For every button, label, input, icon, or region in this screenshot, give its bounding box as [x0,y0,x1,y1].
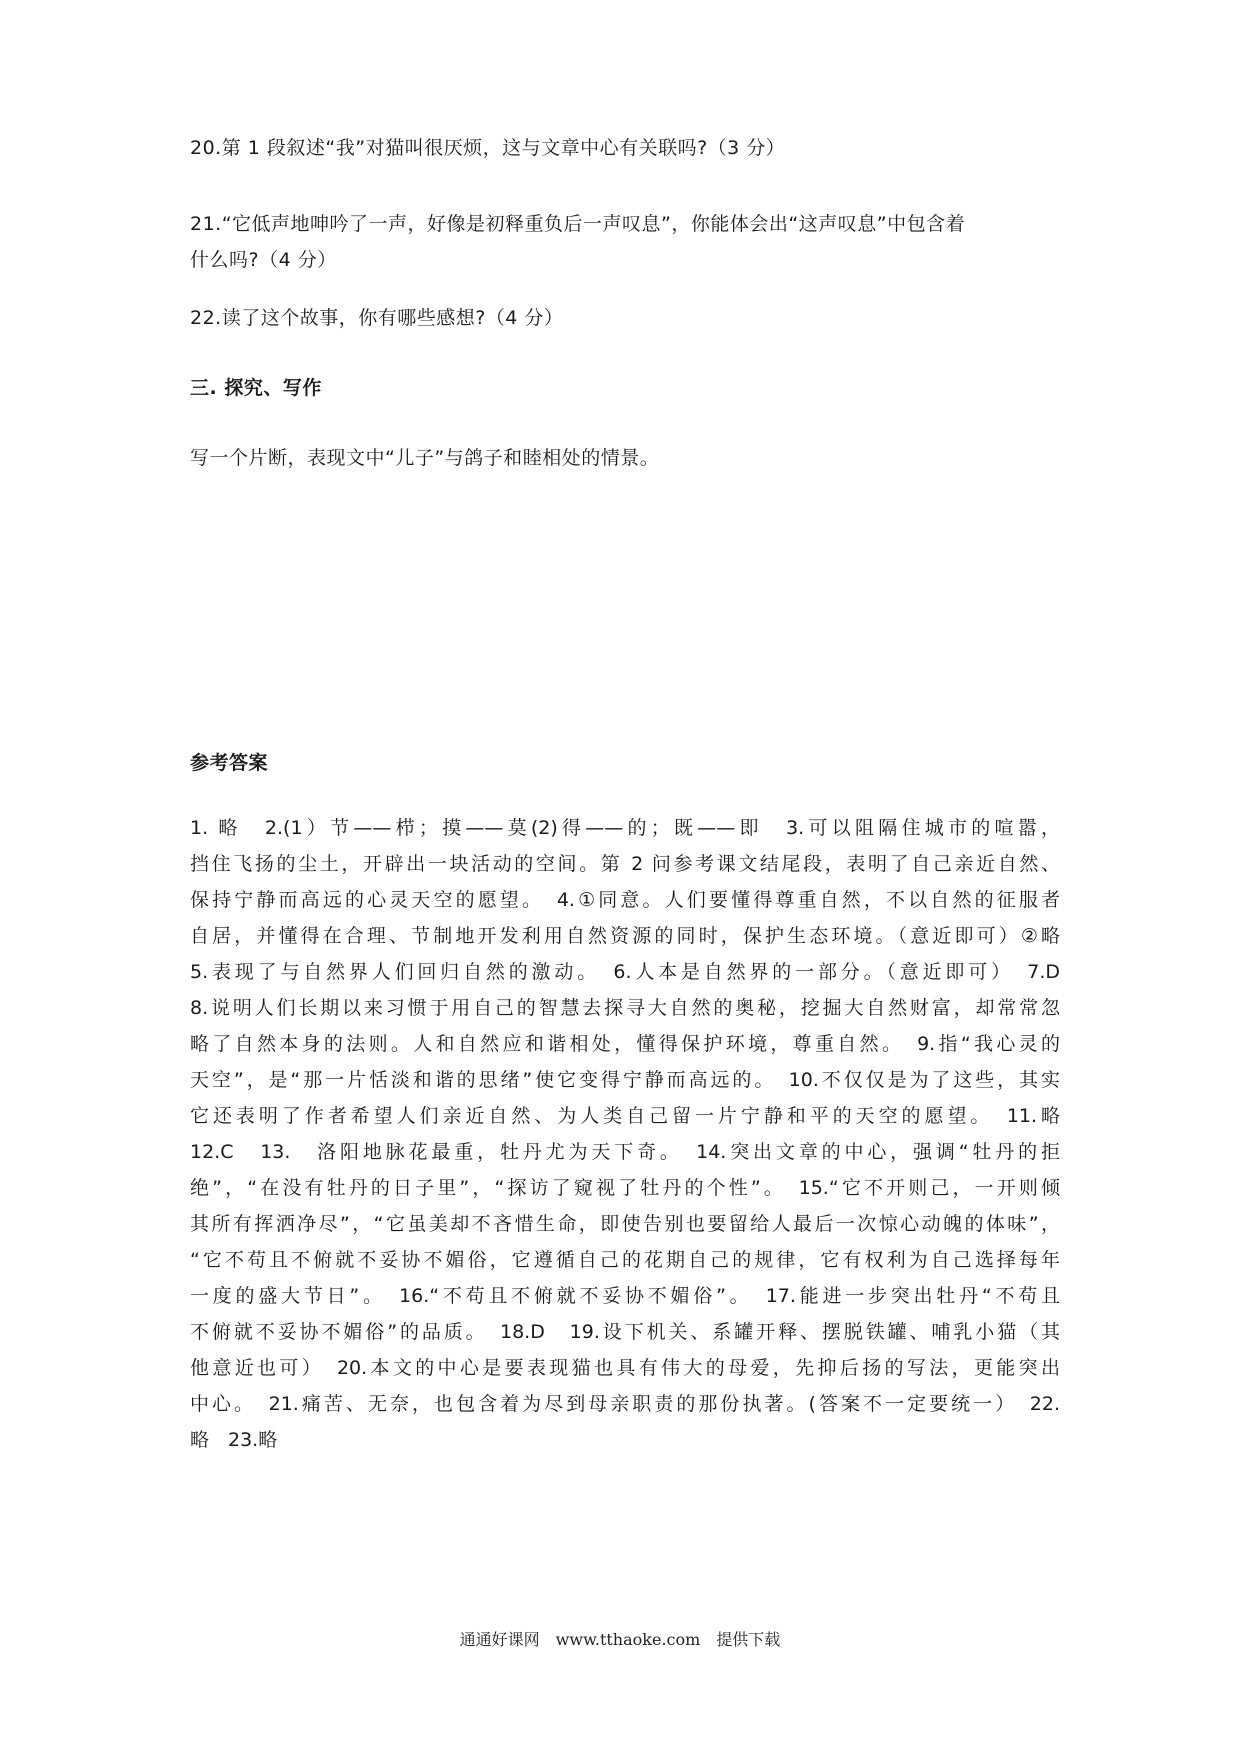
answer-line: 不俯就不妥协不媚俗”的品质。 18.D 19.设下机关、系罐开释、摆脱铁罐、哺乳小猫（其 [190,1321,1060,1343]
answer-line: 5.表现了与自然界人们回归自然的激动。 6.人本是自然界的一部分。（意近即可） 7.D [190,961,1060,983]
answers-heading [190,745,1060,781]
footer-text: 通通好课网 www.tthaoke.com 提供下载 [459,1630,781,1649]
page-footer [0,1627,1240,1650]
writing-prompt-text: 写一个片断，表现文中“儿子”与鸽子和睦相处的情景。 [190,447,660,469]
answer-line: 天空”，是“那一片恬淡和谐的思绪”使它变得宁静而高远的。 10.不仅仅是为了这些，其实 [190,1069,1060,1091]
answer-line: 一度的盛大节日”。 16.“不苟且不俯就不妥协不媚俗”。 17.能进一步突出牡丹“不苟且 [190,1285,1060,1307]
answer-line: 绝”，“在没有牡丹的日子里”，“探访了窥视了牡丹的个性”。 15.“它不开则己，一开则倾 [190,1177,1060,1199]
answer-line: 略了自然本身的法则。人和自然应和谐相处，懂得保护环境，尊重自然。 9.指“我心灵的 [190,1033,1060,1055]
answers-heading-text: 参考答案 [190,752,269,774]
answer-line: 它还表明了作者希望人们亲近自然、为人类自己留一片宁静和平的天空的愿望。 11.略 [190,1105,1060,1127]
answer-line: 自居，并懂得在合理、节制地开发利用自然资源的同时，保护生态环境。（意近即可）②略 [190,925,1060,947]
section-3-heading-text: 三. 探究、写作 [190,377,322,399]
answer-line: 12.C 13. 洛阳地脉花最重，牡丹尤为天下奇。 14.突出文章的中心，强调“牡丹的拒 [190,1141,1060,1163]
answer-line: “它不苟且不俯就不妥协不媚俗，它遵循自己的花期自己的规律，它有权利为自己选择每年 [190,1249,1060,1271]
answer-line-last: 略 23.略 [190,1429,278,1451]
answer-line: 中心。 21.痛苦、无奈，也包含着为尽到母亲职责的那份执著。(答案不一定要统一） 22. [190,1393,1060,1415]
answer-line: 其所有挥洒净尽”，“它虽美却不吝惜生命，即使告别也要留给人最后一次惊心动魄的体味”， [190,1213,1060,1235]
writing-prompt [190,440,1060,476]
question-20-text: 20.第 1 段叙述“我”对猫叫很厌烦，这与文章中心有关联吗?（3 分） [190,137,786,159]
section-3-heading [190,370,1060,406]
answer-line: 1. 略 2.(1）节——栉；摸——莫(2)得——的；既——即 3.可以阻隔住城市的喧嚣， [190,817,1060,839]
answer-line: 8.说明人们长期以来习惯于用自己的智慧去探寻大自然的奥秘，挖掘大自然财富，却常常忽 [190,997,1060,1019]
answer-line: 保持宁静而高远的心灵天空的愿望。 4.①同意。人们要懂得尊重自然，不以自然的征服者 [190,889,1060,911]
answer-line: 他意近也可） 20.本文的中心是要表现猫也具有伟大的母爱，先抑后扬的写法，更能突出 [190,1357,1060,1379]
answer-line: 挡住飞扬的尘土，开辟出一块活动的空间。第 2 问参考课文结尾段，表明了自己亲近自然、 [190,853,1060,875]
question-21-line-2: 什么吗?（4 分） [190,249,337,271]
question-20 [190,130,1060,166]
question-21 [190,206,1060,278]
question-22 [190,300,1060,336]
answers-body [190,810,1060,1458]
question-21-line-1: 21.“它低声地呻吟了一声，好像是初释重负后一声叹息”，你能体会出“这声叹息”中包含着 [190,213,966,235]
question-22-text: 22.读了这个故事，你有哪些感想?（4 分） [190,307,564,329]
